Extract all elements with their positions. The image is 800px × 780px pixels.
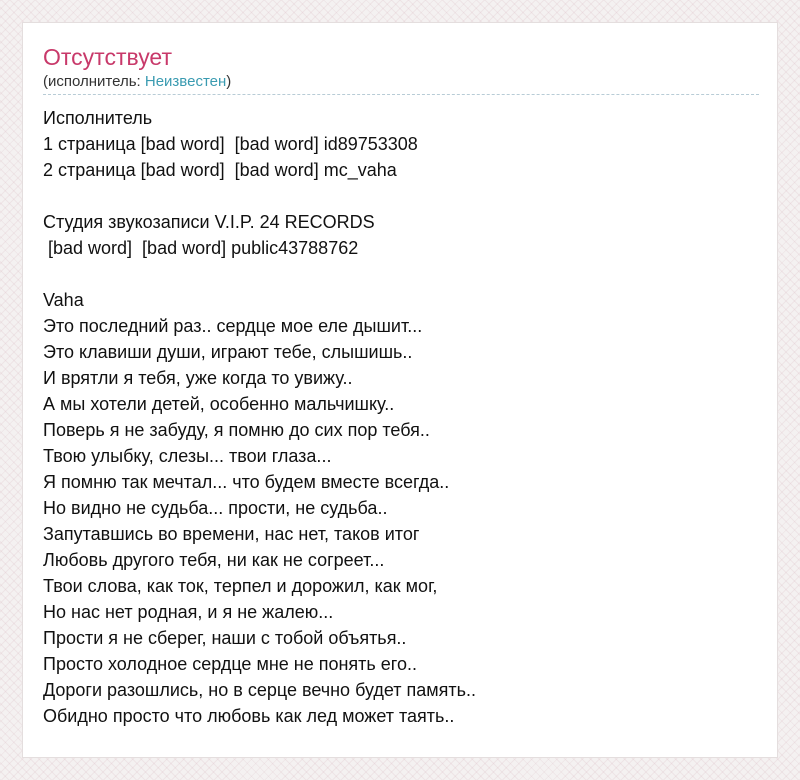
header-divider xyxy=(43,94,759,95)
lyrics-line: И врятли я тебя, уже когда то увижу.. xyxy=(43,368,353,388)
artist-link[interactable]: Неизвестен xyxy=(144,73,227,90)
lyrics-line: Я помню так мечтал... что будем вместе всегда.. xyxy=(43,472,450,492)
lyrics-line: Студия звукозаписи V.I.P. 24 RECORDS xyxy=(43,212,375,232)
lyrics-line: Поверь я не забуду, я помню до сих пор тебя.. xyxy=(43,420,430,440)
lyrics-line: Запутавшись во времени, нас нет, таков итог xyxy=(43,524,420,544)
lyrics-line: Но видно не судьба... прости, не судьба.. xyxy=(43,498,388,518)
lyrics-line: Это клавиши души, играют тебе, слышишь.. xyxy=(43,342,413,362)
lyrics-line: Исполнитель xyxy=(43,108,153,128)
lyrics-line: Прости я не сберег, наши с тобой объятья.. xyxy=(43,628,407,648)
lyrics-card xyxy=(22,22,778,758)
lyrics-line: Твои слова, как ток, терпел и дорожил, как мог, xyxy=(43,576,438,596)
lyrics-line: 1 страница [bad word] [bad word] id89753308 xyxy=(43,134,418,154)
artist-line xyxy=(43,73,231,91)
lyrics-line: А мы хотели детей, особенно мальчишку.. xyxy=(43,394,395,414)
lyrics-line: [bad word] [bad word] public43788762 xyxy=(43,238,359,258)
stanza-gap xyxy=(43,261,759,287)
lyrics-line: Твою улыбку, слезы... твои глаза... xyxy=(43,446,332,466)
lyrics-text xyxy=(43,105,759,729)
lyrics-line: Это последний раз.. сердце мое еле дышит... xyxy=(43,316,423,336)
lyrics-line: Но нас нет родная, и я не жалею... xyxy=(43,602,334,622)
lyrics-line: Vaha xyxy=(43,290,84,310)
artist-suffix: ) xyxy=(226,73,232,90)
stanza-gap xyxy=(43,183,759,209)
lyrics-line: Просто холодное сердце мне не понять его.. xyxy=(43,654,417,674)
lyrics-line: Обидно просто что любовь как лед может таять.. xyxy=(43,706,455,726)
artist-prefix: (исполнитель: xyxy=(43,73,145,90)
lyrics-line: Любовь другого тебя, ни как не согреет... xyxy=(43,550,385,570)
lyrics-line: 2 страница [bad word] [bad word] mc_vaha xyxy=(43,160,397,180)
song-title: Отсутствует xyxy=(43,44,172,70)
lyrics-line: Дороги разошлись, но в серце вечно будет память.. xyxy=(43,680,477,700)
